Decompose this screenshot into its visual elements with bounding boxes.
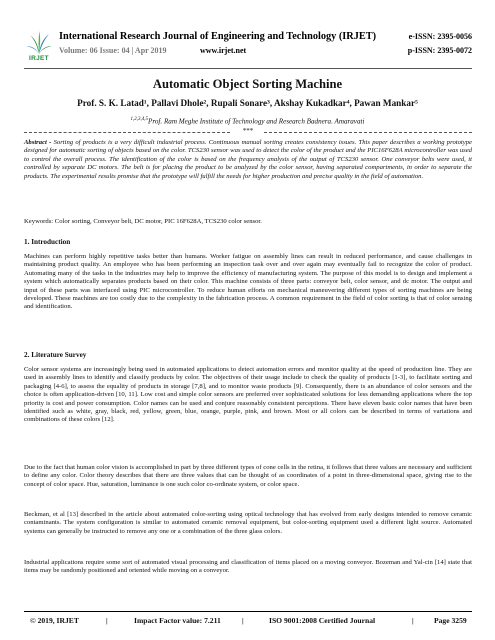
affiliation-text: Prof. Ram Meghe Institute of Technology and Research Badnera. Amaravati <box>148 117 365 126</box>
footer-divider <box>24 611 472 612</box>
footer-page-number: Page 3259 <box>434 616 467 625</box>
volume-issue: Volume: 06 Issue: 04 | Apr 2019 <box>59 46 167 55</box>
abstract-label: Abstract - <box>24 139 52 146</box>
page-footer <box>24 616 472 628</box>
literature-paragraph-3: Beckman, et al [13] described in the article about automated color-sorting using optical technology that has evolved from early designs intended to remove ceramic contaminants. The system configuration is similar to automated ceramic removal equipment, but color-sorting equipment used a different light source. Automated systems can generally be instructed to remove any one or a combination of the three glass colors. <box>24 511 472 535</box>
affiliation-marks: 1,2,3,4,5 <box>130 117 149 122</box>
literature-paragraph-4: Industrial applications require some sort of automated visual processing and classification of items placed on a moving conveyor. Bozeman and Yal-cin [14] state that items may be randomly positioned and oriented while moving on a conveyor. <box>24 559 472 575</box>
p-issn: p-ISSN: 2395-0072 <box>407 46 472 55</box>
irjet-logo <box>24 30 54 64</box>
journal-header <box>24 30 472 66</box>
abstract-text: Sorting of products is a very difficult industrial process. Continuous manual sorting creates consistency issues. This paper describes a working prototype designed for automatic sorting of objects based on the color. TCS230 sensor was used to detect the color of the product and the PIC16F628A microcontroller was used to control the overall process. The identification of the color is based on the frequency analysis of the output of TCS230 sensor. One conveyor belts were used, it controlled by separate DC motors. The belt is for placing the product to be analyzed by the color sensor, having separated compartments, in order to separate the products. The experimental results promise that the prototype will fulfill the needs for higher production and precise quality in the field of automation. <box>24 139 472 180</box>
header-divider <box>24 68 472 69</box>
separator-stars: *** <box>242 127 254 135</box>
e-issn: e-ISSN: 2395-0056 <box>408 32 472 41</box>
literature-paragraph-2: Due to the fact that human color vision is accomplished in part by three different types of cone cells in the retina, it follows that three values are necessary and sufficient to define any color. Color theory describes that there are three values that can be thought of as coordinates of a point in three-dimensional space, giving rise to the concept of color space. Hue, saturation, luminance is one such color co-ordinate system, or color space. <box>24 464 472 488</box>
affiliation <box>0 117 495 125</box>
keywords: Keywords: Color sorting, Conveyor belt, DC motor, PIC 16F628A, TCS230 color sensor. <box>24 218 262 225</box>
logo-text: IRJET <box>29 55 49 62</box>
leaf-logo-icon <box>24 30 54 56</box>
author-list: Prof. S. K. Latad¹, Pallavi Dhole², Rupali Sonare³, Akshay Kukadkar⁴, Pawan Mankar⁵ <box>77 98 418 108</box>
separator-rule <box>24 128 472 137</box>
paper-title: Automatic Object Sorting Machine <box>152 77 343 91</box>
introduction-paragraph: Machines can perform highly repetitive tasks better than humans. Worker fatigue on assembly lines can result in reduced performance, and cause challenges in maintaining product quality. An employee who has been performing an inspection task over and over again may eventually fail to recognize the color of product. Automating many of the tasks in the industries may help to improve the efficiency of manufacturing system. The purpose of this model is to design and implement a system which automatically separates products based on their color. This machine consists of three parts: conveyor belt, color sensor, and dc motor. The output and input of these parts was interfaced using PIC microcontroller. To reduce human efforts on mechanical maneuvering different types of sorting machines are being developed. These machines are too costly due to the complexity in the fabrication process. A common requirement in the field of color sorting is that of color sensing and identification. <box>24 253 472 311</box>
abstract <box>24 139 472 181</box>
section-heading-literature-survey: 2. Literature Survey <box>24 351 87 359</box>
journal-url-link[interactable]: www.irjet.net <box>200 46 247 55</box>
footer-separator: | <box>412 616 414 625</box>
footer-iso: ISO 9001:2008 Certified Journal <box>269 616 376 625</box>
section-heading-introduction: 1. Introduction <box>24 238 71 246</box>
footer-copyright: © 2019, IRJET <box>30 616 79 625</box>
footer-impact-factor: Impact Factor value: 7.211 <box>134 616 221 625</box>
literature-paragraph-1: Color sensor systems are increasingly being used in automated applications to detect automation errors and monitor quality at the speed of production line. They are used in assembly lines to identify and classify products by color. The objectives of their usage include to check the quality of products [1-3], to facilitate sorting and packaging [4-6], to assess the equality of products in storage [7,8], and to monitor waste products [9]. Consequently, there is an abundance of color sensors and the choice is often application-driven [10, 11]. Low cost and simple color sensors are preferred over sophisticated solutions for less demanding applications where the top priority is cost and power consumption. Color names can be used and conjure reasonably consistent perceptions. There have eleven basic color names that have been identified such as white, gray, black, red, yellow, green, blue, orange, purple, pink, and brown. Most or all colors can be described in terms of variations and combinations of these colors [12]. <box>24 366 472 424</box>
footer-separator: | <box>242 616 244 625</box>
footer-separator: | <box>106 616 108 625</box>
separator-dash-right <box>264 132 472 133</box>
journal-title: International Research Journal of Engineering and Technology (IRJET) <box>59 31 377 42</box>
